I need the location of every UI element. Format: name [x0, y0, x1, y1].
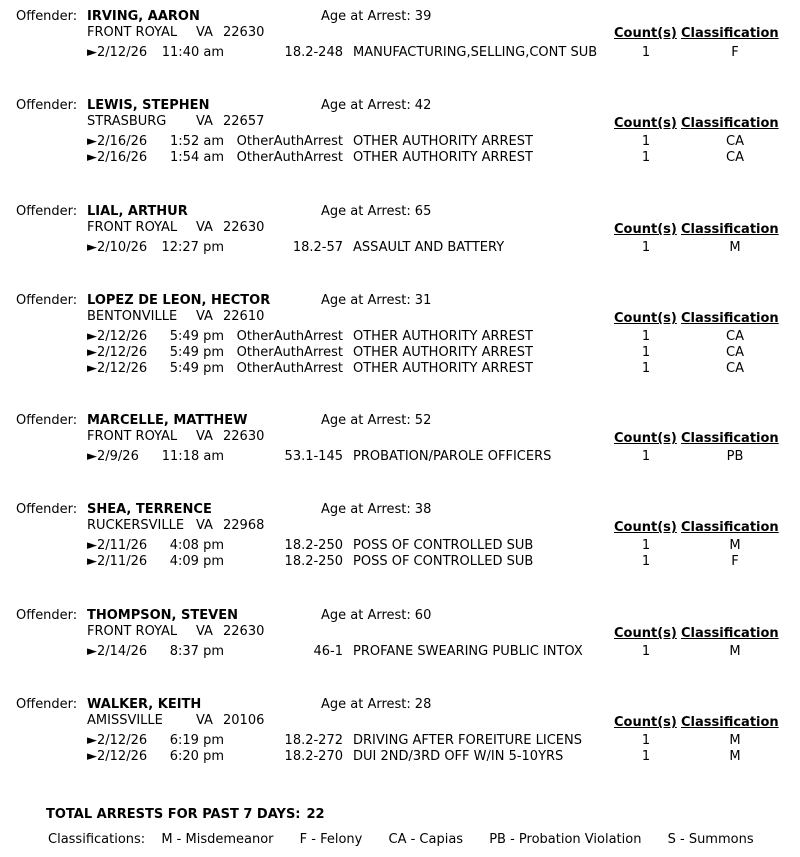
charge-code: OtherAuthArrest [236, 329, 343, 344]
offender-state: VA [196, 220, 213, 235]
charge-classification: CA [726, 345, 744, 360]
age-value: 28 [414, 697, 432, 712]
counts-header: Count(s) [614, 311, 677, 326]
age-at-arrest [321, 98, 431, 113]
charge-row [0, 45, 800, 61]
charge-count: 1 [641, 345, 651, 360]
counts-header: Count(s) [614, 626, 677, 641]
charge-count: 1 [641, 749, 651, 764]
legend-item-felony: F - Felony [299, 832, 363, 847]
age-value: 31 [414, 293, 432, 308]
charge-code: 18.2-250 [284, 554, 343, 569]
charge-code: 18.2-270 [284, 749, 343, 764]
counts-header: Count(s) [614, 715, 677, 730]
charge-code: 18.2-248 [284, 45, 343, 60]
charge-time: 6:20 pm [169, 749, 224, 764]
classification-header: Classification [681, 116, 779, 131]
charge-date-value: 2/11/26 [97, 538, 148, 553]
offender-record [0, 502, 800, 582]
charge-count: 1 [641, 329, 651, 344]
bullet-arrow-icon: ► [87, 749, 97, 764]
charge-time: 4:08 pm [169, 538, 224, 553]
charge-classification: CA [726, 329, 744, 344]
charge-description: PROBATION/PAROLE OFFICERS [353, 449, 552, 464]
charge-time: 12:27 pm [161, 240, 224, 255]
charge-date [87, 345, 147, 360]
charge-date [87, 134, 147, 149]
offender-record [0, 608, 800, 688]
offender-state: VA [196, 429, 213, 444]
charge-date-value: 2/14/26 [97, 644, 148, 659]
age-value: 60 [414, 608, 432, 623]
charge-date [87, 329, 147, 344]
charge-count: 1 [641, 45, 651, 60]
charge-code: 46-1 [313, 644, 343, 659]
offender-name: LIAL, ARTHUR [87, 204, 188, 219]
offender-state: VA [196, 713, 213, 728]
charge-date [87, 150, 147, 165]
age-label: Age at Arrest: [321, 502, 411, 517]
legend-item-misdemeanor: M - Misdemeanor [161, 832, 274, 847]
offender-zip: 22630 [223, 25, 265, 40]
legend-item-probation-violation: PB - Probation Violation [489, 832, 642, 847]
offender-name: WALKER, KEITH [87, 697, 202, 712]
legend-label: Classifications: [48, 832, 146, 847]
charge-count: 1 [641, 554, 651, 569]
bullet-arrow-icon: ► [87, 329, 97, 344]
bullet-arrow-icon: ► [87, 733, 97, 748]
charge-date [87, 554, 147, 569]
charge-description: OTHER AUTHORITY ARREST [353, 134, 533, 149]
offender-label: Offender: [16, 413, 78, 428]
charge-date [87, 45, 147, 60]
charge-count: 1 [641, 240, 651, 255]
charge-time: 1:52 am [170, 134, 224, 149]
classification-header: Classification [681, 715, 779, 730]
charge-classification: F [731, 554, 739, 569]
charge-row [0, 733, 800, 749]
charge-row [0, 361, 800, 377]
offender-zip: 22630 [223, 220, 265, 235]
charge-date [87, 240, 147, 255]
offender-state: VA [196, 518, 213, 533]
age-at-arrest [321, 204, 431, 219]
age-at-arrest [321, 413, 431, 428]
age-value: 42 [414, 98, 432, 113]
charge-date [87, 644, 147, 659]
charge-code: OtherAuthArrest [236, 134, 343, 149]
charge-description: OTHER AUTHORITY ARREST [353, 150, 533, 165]
age-label: Age at Arrest: [321, 608, 411, 623]
classification-header: Classification [681, 311, 779, 326]
offender-state: VA [196, 114, 213, 129]
charge-date [87, 449, 139, 464]
charge-count: 1 [641, 538, 651, 553]
offender-zip: 22968 [223, 518, 265, 533]
charge-time: 5:49 pm [169, 329, 224, 344]
bullet-arrow-icon: ► [87, 134, 97, 149]
classification-legend [48, 832, 776, 847]
charge-time: 6:19 pm [169, 733, 224, 748]
counts-header: Count(s) [614, 116, 677, 131]
charge-time: 4:09 pm [169, 554, 224, 569]
offender-label: Offender: [16, 9, 78, 24]
charge-date-value: 2/11/26 [97, 554, 148, 569]
charge-description: MANUFACTURING,SELLING,CONT SUB [353, 45, 598, 60]
bullet-arrow-icon: ► [87, 240, 97, 255]
charge-date-value: 2/9/26 [97, 449, 139, 464]
charge-count: 1 [641, 150, 651, 165]
bullet-arrow-icon: ► [87, 361, 97, 376]
total-arrests-label: TOTAL ARRESTS FOR PAST 7 DAYS: [46, 807, 301, 822]
age-at-arrest [321, 697, 431, 712]
charge-date [87, 361, 147, 376]
age-label: Age at Arrest: [321, 9, 411, 24]
offender-city: BENTONVILLE [87, 309, 178, 324]
charge-time: 5:49 pm [169, 361, 224, 376]
charge-date-value: 2/12/26 [97, 45, 148, 60]
charge-code: 18.2-250 [284, 538, 343, 553]
offender-record [0, 697, 800, 777]
charge-date-value: 2/12/26 [97, 749, 148, 764]
offender-name: MARCELLE, MATTHEW [87, 413, 248, 428]
classification-header: Classification [681, 431, 779, 446]
charge-time: 1:54 am [170, 150, 224, 165]
total-arrests-value: 22 [306, 807, 325, 822]
charge-row [0, 134, 800, 150]
offender-city: FRONT ROYAL [87, 624, 178, 639]
offender-city: STRASBURG [87, 114, 167, 129]
charge-classification: M [729, 538, 741, 553]
charge-description: PROFANE SWEARING PUBLIC INTOX [353, 644, 583, 659]
bullet-arrow-icon: ► [87, 644, 97, 659]
classification-header: Classification [681, 26, 779, 41]
charge-description: DRIVING AFTER FOREITURE LICENS [353, 733, 582, 748]
offender-label: Offender: [16, 98, 78, 113]
offender-name: IRVING, AARON [87, 9, 200, 24]
charge-time: 8:37 pm [169, 644, 224, 659]
charge-date-value: 2/16/26 [97, 150, 148, 165]
age-label: Age at Arrest: [321, 293, 411, 308]
charge-date-value: 2/12/26 [97, 733, 148, 748]
bullet-arrow-icon: ► [87, 449, 97, 464]
charge-row [0, 749, 800, 765]
offender-record [0, 293, 800, 376]
charge-classification: CA [726, 361, 744, 376]
offender-state: VA [196, 309, 213, 324]
bullet-arrow-icon: ► [87, 554, 97, 569]
bullet-arrow-icon: ► [87, 150, 97, 165]
charge-description: OTHER AUTHORITY ARREST [353, 361, 533, 376]
charge-time: 5:49 pm [169, 345, 224, 360]
offender-city: FRONT ROYAL [87, 25, 178, 40]
charge-date-value: 2/16/26 [97, 134, 148, 149]
charge-date-value: 2/10/26 [97, 240, 148, 255]
offender-zip: 22657 [223, 114, 265, 129]
charge-date [87, 733, 147, 748]
charge-code: 53.1-145 [284, 449, 343, 464]
bullet-arrow-icon: ► [87, 538, 97, 553]
age-label: Age at Arrest: [321, 697, 411, 712]
charge-classification: CA [726, 134, 744, 149]
offender-label: Offender: [16, 293, 78, 308]
counts-header: Count(s) [614, 222, 677, 237]
charge-count: 1 [641, 361, 651, 376]
offender-record [0, 98, 800, 178]
classification-header: Classification [681, 520, 779, 535]
age-at-arrest [321, 608, 431, 623]
offender-name: SHEA, TERRENCE [87, 502, 212, 517]
charge-time: 11:18 am [161, 449, 224, 464]
counts-header: Count(s) [614, 520, 677, 535]
legend-item-summons: S - Summons [667, 832, 754, 847]
offender-name: THOMPSON, STEVEN [87, 608, 238, 623]
age-at-arrest [321, 502, 431, 517]
charge-row [0, 538, 800, 554]
counts-header: Count(s) [614, 26, 677, 41]
charge-date-value: 2/12/26 [97, 345, 148, 360]
offender-zip: 22610 [223, 309, 265, 324]
charge-code: OtherAuthArrest [236, 361, 343, 376]
age-at-arrest [321, 293, 431, 308]
charge-classification: CA [726, 150, 744, 165]
charge-count: 1 [641, 644, 651, 659]
charge-row [0, 554, 800, 570]
bullet-arrow-icon: ► [87, 345, 97, 360]
charge-count: 1 [641, 733, 651, 748]
legend-item-capias: CA - Capias [388, 832, 464, 847]
offender-city: AMISSVILLE [87, 713, 163, 728]
offender-state: VA [196, 624, 213, 639]
offender-zip: 22630 [223, 624, 265, 639]
offender-city: FRONT ROYAL [87, 429, 178, 444]
age-label: Age at Arrest: [321, 204, 411, 219]
charge-code: OtherAuthArrest [236, 345, 343, 360]
offender-zip: 22630 [223, 429, 265, 444]
charge-date-value: 2/12/26 [97, 329, 148, 344]
charge-classification: M [729, 240, 741, 255]
charge-time: 11:40 am [161, 45, 224, 60]
age-value: 39 [414, 9, 432, 24]
charge-classification: M [729, 749, 741, 764]
age-at-arrest [321, 9, 431, 24]
offender-name: LEWIS, STEPHEN [87, 98, 210, 113]
offender-label: Offender: [16, 697, 78, 712]
charge-code: 18.2-272 [284, 733, 343, 748]
age-label: Age at Arrest: [321, 413, 411, 428]
offender-record [0, 204, 800, 284]
charge-count: 1 [641, 134, 651, 149]
charge-code: OtherAuthArrest [236, 150, 343, 165]
charge-description: POSS OF CONTROLLED SUB [353, 538, 534, 553]
charge-date [87, 538, 147, 553]
offender-city: FRONT ROYAL [87, 220, 178, 235]
offender-label: Offender: [16, 204, 78, 219]
charge-description: OTHER AUTHORITY ARREST [353, 329, 533, 344]
offender-city: RUCKERSVILLE [87, 518, 185, 533]
charge-description: ASSAULT AND BATTERY [353, 240, 505, 255]
age-label: Age at Arrest: [321, 98, 411, 113]
offender-label: Offender: [16, 502, 78, 517]
charge-description: POSS OF CONTROLLED SUB [353, 554, 534, 569]
charge-description: OTHER AUTHORITY ARREST [353, 345, 533, 360]
charge-classification: M [729, 644, 741, 659]
charge-code: 18.2-57 [292, 240, 343, 255]
age-value: 38 [414, 502, 432, 517]
charge-row [0, 329, 800, 345]
offender-record [0, 9, 800, 89]
classification-header: Classification [681, 222, 779, 237]
charge-row [0, 449, 800, 465]
bullet-arrow-icon: ► [87, 45, 97, 60]
charge-row [0, 150, 800, 166]
charge-classification: PB [726, 449, 744, 464]
charge-row [0, 345, 800, 361]
total-arrests [46, 807, 331, 822]
age-value: 65 [414, 204, 432, 219]
age-value: 52 [414, 413, 432, 428]
offender-label: Offender: [16, 608, 78, 623]
offender-zip: 20106 [223, 713, 265, 728]
offender-name: LOPEZ DE LEON, HECTOR [87, 293, 271, 308]
offender-record [0, 413, 800, 493]
counts-header: Count(s) [614, 431, 677, 446]
charge-row [0, 644, 800, 660]
charge-classification: M [729, 733, 741, 748]
charge-date-value: 2/12/26 [97, 361, 148, 376]
charge-classification: F [731, 45, 739, 60]
classification-header: Classification [681, 626, 779, 641]
charge-row [0, 240, 800, 256]
offender-state: VA [196, 25, 213, 40]
charge-date [87, 749, 147, 764]
charge-description: DUI 2ND/3RD OFF W/IN 5-10YRS [353, 749, 564, 764]
charge-count: 1 [641, 449, 651, 464]
